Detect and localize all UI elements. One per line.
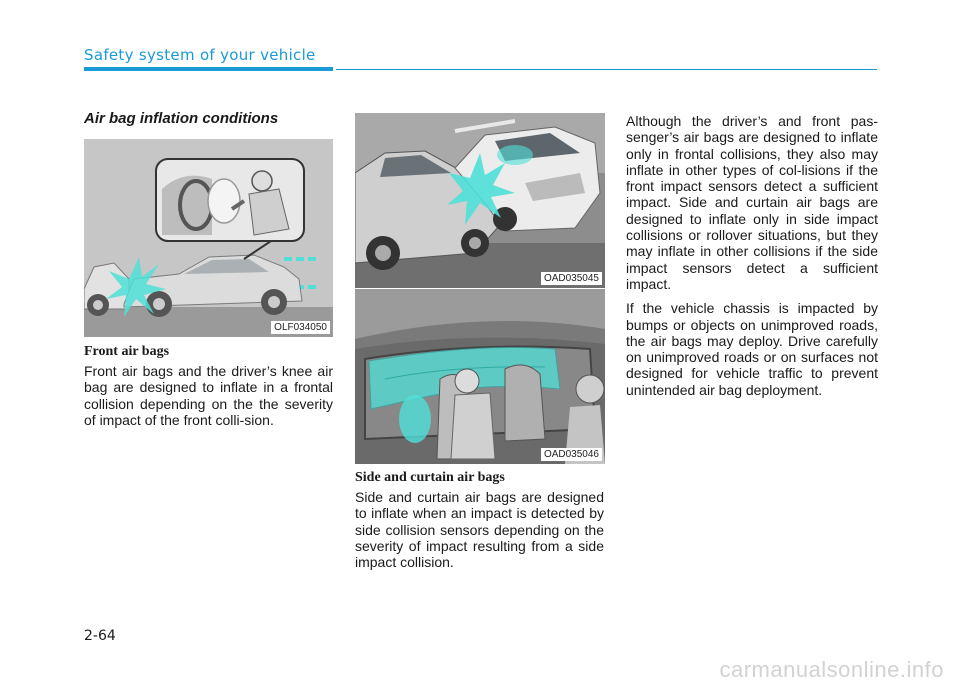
figure-code-front: OLF034050 [271, 321, 330, 334]
curtain-airbag-illustration [355, 289, 605, 464]
side-airbags-text: Side and curtain air bags are designed to inflate when an impact is detected by side collision sensors depending on the severity of impact resulting from a side impact collision. [355, 489, 604, 571]
figure-code-side-collision: OAD035045 [541, 272, 602, 285]
side-collision-drawing [355, 113, 605, 288]
note-paragraph: Although the driver’s and front pas-senger’s air bags are designed to inflate only in frontal collisions, they also may inflate in other types of col-lisions if the front impact sensors detect a sufficient impact. Side and curtain air bags are designed to inflate only in side impact collisions or rollover situations, but they may inflate in other collisions if the side impact sensors detect a sufficient impact. [626, 113, 878, 292]
section-heading: Air bag inflation conditions [84, 110, 279, 127]
front-collision-illustration [84, 139, 333, 337]
column-notes [626, 113, 878, 406]
header-title: Safety system of your vehicle [84, 46, 316, 64]
page-number: 2-64 [84, 628, 116, 644]
header-rule-thick [84, 67, 333, 71]
side-collision-illustration [355, 113, 605, 288]
figure-code-curtain: OAD035046 [541, 448, 602, 461]
watermark: carmanualsonline.info [719, 657, 944, 682]
front-collision-drawing [84, 139, 333, 337]
note-paragraph: If the vehicle chassis is impacted by bumps or objects on unimproved roads, the air bags may deploy. Drive carefully on unimproved roads or on surfaces not designed for vehicle traffic to prevent unintended air bag deployment. [626, 300, 878, 398]
front-airbags-text: Front air bags and the driver’s knee air bag are designed to inflate in a frontal collision depending on the the severity of impact of the front colli-sion. [84, 363, 333, 428]
side-airbags-title: Side and curtain air bags [355, 470, 505, 485]
front-airbags-title: Front air bags [84, 344, 170, 359]
curtain-airbag-drawing [355, 289, 605, 464]
header-rule-thin [336, 69, 877, 70]
